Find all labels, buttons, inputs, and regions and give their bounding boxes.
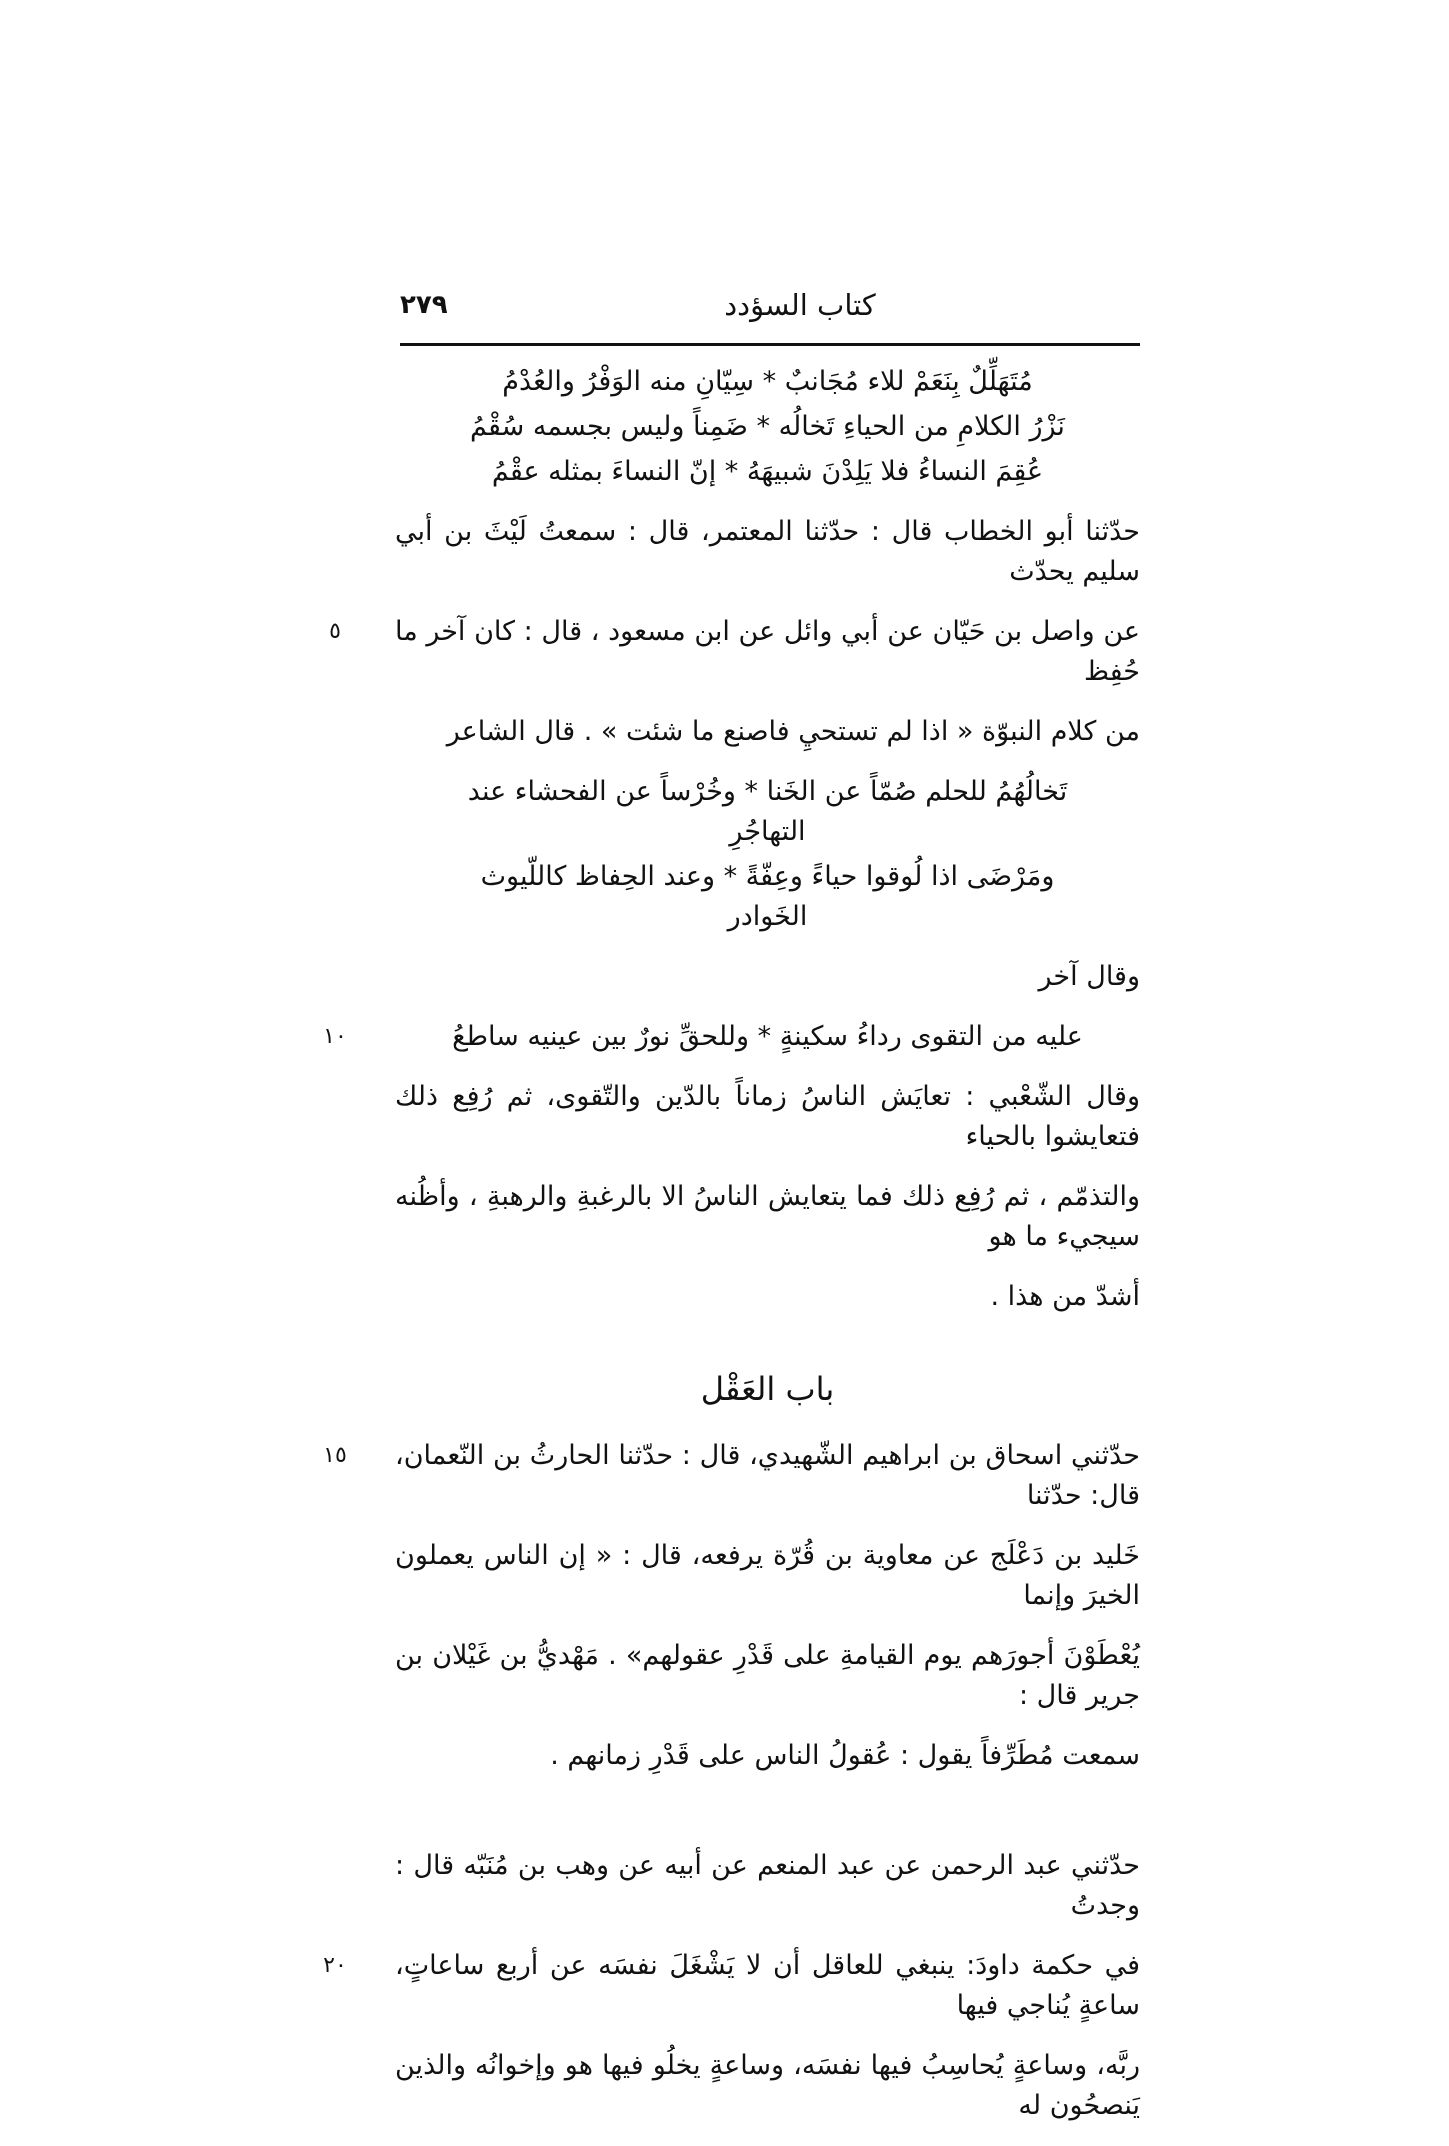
line-text: وقال آخر	[1038, 961, 1140, 992]
prose-line	[395, 712, 1140, 772]
prose-line	[395, 1536, 1140, 1636]
line-text: عُقِمَ النساءُ فلا يَلِدْنَ شبيهَهُ * إنّ النساءَ بمثله عقْمُ	[491, 456, 1044, 487]
prose-line	[395, 2046, 1140, 2146]
prose-line	[395, 1636, 1140, 1736]
line-text: ومَرْضَى اذا لُوقوا حياءً وعِفّةً * وعند الحِفاظ كاللّيوث الخَوادر	[480, 861, 1055, 932]
line-number: ١٠	[323, 1024, 347, 1049]
section-heading	[395, 1337, 1140, 1436]
verse-line	[395, 362, 1140, 407]
verse-line	[323, 1017, 1140, 1077]
page-body	[323, 362, 1140, 2146]
line-number: ٢٠	[323, 1953, 347, 1978]
prose-line	[395, 957, 1140, 1017]
prose-line	[395, 1736, 1140, 1796]
line-text: من كلام النبوّة « اذا لم تستحيِ فاصنع ما شئت » . قال الشاعر	[446, 716, 1140, 747]
prose-line	[323, 1436, 1140, 1536]
line-number: ٥	[329, 619, 341, 644]
prose-line	[323, 1946, 1140, 2046]
line-text: سمعت مُطَرِّفاً يقول : عُقولُ الناس على قَدْرِ زمانهم .	[550, 1740, 1140, 1771]
verse-line	[395, 857, 1140, 957]
line-text: حدّثني اسحاق بن ابراهيم الشّهيدي، قال : حدّثنا الحارثُ بن النّعمان، قال: حدّثنا	[395, 1440, 1140, 1511]
header-rule	[400, 343, 1140, 346]
prose-line	[329, 612, 1140, 712]
line-text: عليه من التقوى رداءُ سكينةٍ * وللحقِّ نورٌ بين عينيه ساطعُ	[452, 1021, 1083, 1052]
line-text: يُعْطَوْنَ أجورَهم يوم القيامةِ على قَدْرِ عقولهم» . مَهْديُّ بن غَيْلان بن جرير قال :	[395, 1640, 1140, 1711]
line-text: في حكمة داودَ: ينبغي للعاقل أن لا يَشْغَلَ نفسَه عن أربع ساعاتٍ، ساعةٍ يُناجي فيها	[395, 1950, 1140, 2021]
verse-line	[395, 407, 1140, 452]
line-text: والتذمّم ، ثم رُفِع ذلك فما يتعايش الناسُ الا بالرغبةِ والرهبةِ ، وأظُنه سيجيء ما هو	[395, 1181, 1140, 1252]
line-text: تَخالُهُمُ للحلم صُمّاً عن الخَنا * وخُرْساً عن الفحشاء عند التهاجُرِ	[467, 776, 1068, 847]
line-text: مُتَهَلِّلٌ بِنَعَمْ للاء مُجَانبٌ * سِيّانِ منه الوَفْرُ والعُدْمُ	[502, 366, 1033, 397]
line-text: خَليد بن دَعْلَج عن معاوية بن قُرّة يرفعه، قال : « إن الناس يعملون الخيرَ وإنما	[395, 1540, 1140, 1611]
prose-line	[395, 1846, 1140, 1946]
line-number: ١٥	[323, 1443, 347, 1468]
page-number: ٢٧٩	[400, 290, 448, 320]
prose-line	[395, 1077, 1140, 1177]
paragraph-gap	[395, 1796, 1140, 1846]
line-text: حدّثنا أبو الخطاب قال : حدّثنا المعتمر، قال : سمعتُ لَيْثَ بن أبي سليم يحدّث	[395, 516, 1140, 587]
verse-line	[395, 452, 1140, 512]
verse-line	[395, 772, 1140, 857]
line-text: أشدّ من هذا .	[990, 1281, 1140, 1312]
line-text: وقال الشّعْبي : تعايَش الناسُ زماناً بالدّين والتّقوى، ثم رُفِع ذلك فتعايشوا بالحياء	[395, 1081, 1140, 1152]
line-text: ربَّه، وساعةٍ يُحاسِبُ فيها نفسَه، وساعةٍ يخلُو فيها هو وإخوانُه والذين يَنصحُون له	[395, 2050, 1140, 2121]
prose-line	[395, 512, 1140, 612]
line-text: حدّثني عبد الرحمن عن عبد المنعم عن أبيه عن وهب بن مُنَبّه قال : وجدتُ	[395, 1850, 1140, 1921]
running-title: كتاب السؤدد	[724, 288, 876, 322]
line-text: عن واصل بن حَيّان عن أبي وائل عن ابن مسعود ، قال : كان آخر ما حُفِظ	[395, 616, 1140, 687]
section-heading-text: باب العَقْل	[700, 1370, 835, 1408]
prose-line	[395, 1277, 1140, 1337]
line-text: نَزْرُ الكلامِ من الحياءِ تَخالُه * ضَمِناً وليس بجسمه سُقْمُ	[470, 411, 1065, 442]
prose-line	[395, 1177, 1140, 1277]
